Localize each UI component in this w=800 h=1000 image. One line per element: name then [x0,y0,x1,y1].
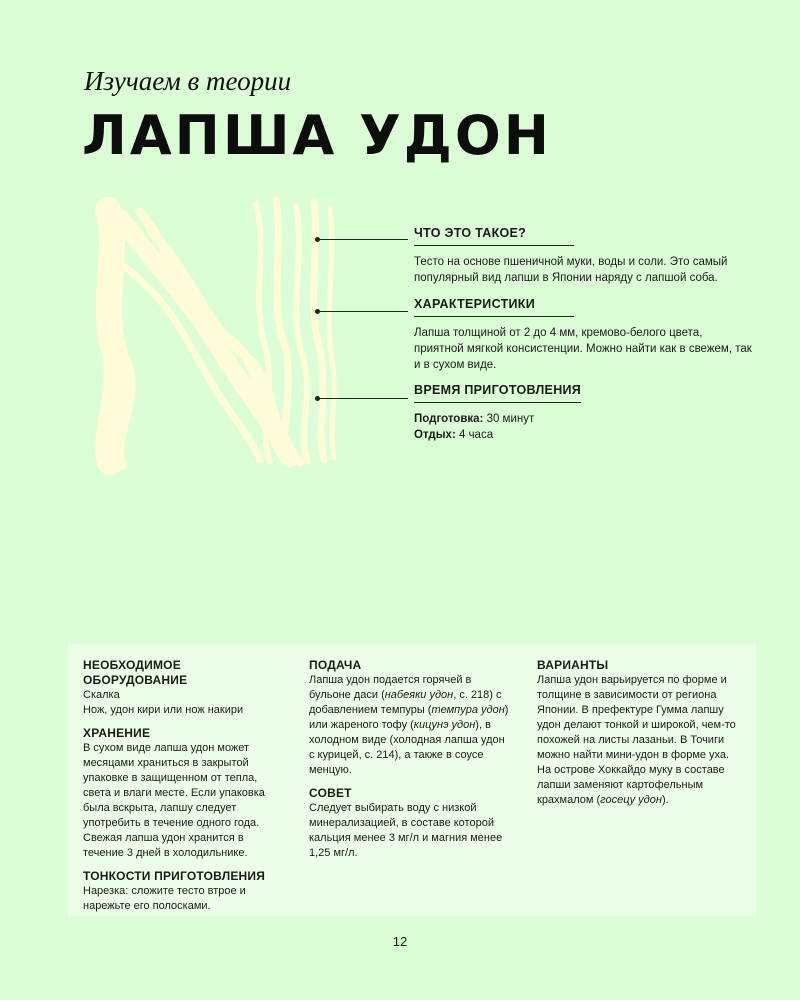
leader-dot-characteristics [315,309,320,314]
prep-time-label: Подготовка: [414,413,484,425]
page-title: ЛАПША УДОН [82,104,552,167]
variants-heading: ВАРИАНТЫ [537,658,609,672]
details-box [68,644,756,916]
info-characteristics-heading: ХАРАКТЕРИСТИКИ [414,297,574,317]
equipment-item: Нож, удон кири или нож накири [83,704,244,716]
storage-heading: ХРАНЕНИЕ [83,726,151,740]
rest-time-value: 4 часа [455,429,494,441]
page-number: 12 [392,934,408,949]
serving-text: Лапша удон подается горячей в бульоне даси (набеяки удон, с. 218) с добавлением темпуры (темпура удон) или жареного тофу (кицунэ удон), в холодном виде (холодная лапша удон с курицей, с. 214), а также в соусе менцую. [309,674,509,776]
page-subtitle: Изучаем в теории [84,66,292,96]
prep-time-value: 30 минут [483,413,535,425]
tips-text: Нарезка: сложите тесто втрое и нарежьте его полосками. [83,885,246,912]
info-what-text: Тесто на основе пшеничной муки, воды и соли. Это самый популярный вид лапши в Японии наряду с лапшой соба. [414,256,728,284]
advice-text: Следует выбирать воду с низкой минерализацией, в составе которой кальция менее 3 мг/л и магния менее 1,25 мг/л. [309,802,503,859]
storage-text: В сухом виде лапша удон может месяцами храниться в закрытой упаковке в защищенном от тепла, света и влаги месте. Если упаковка была вскрыта, лапшу следует употребить в течение одного года. Свежая лапша удон хранится в течение 3 дней в холодильнике. [83,742,265,859]
advice-heading: СОВЕТ [309,786,352,800]
serving-heading: ПОДАЧА [309,658,362,672]
column-middle [309,658,509,861]
equipment-heading: НЕОБХОДИМОЕ ОБОРУДОВАНИЕ [83,658,188,687]
info-time-heading: ВРЕМЯ ПРИГОТОВЛЕНИЯ [414,383,581,403]
info-time [414,381,754,443]
leader-line-characteristics [318,311,408,312]
info-what-heading: ЧТО ЭТО ТАКОЕ? [414,226,574,246]
noodle-letter-n-illustration [80,190,350,475]
info-characteristics [414,295,754,373]
column-right [537,658,739,808]
info-what [414,224,754,286]
rest-time-label: Отдых: [414,429,456,441]
tips-heading: ТОНКОСТИ ПРИГОТОВЛЕНИЯ [83,869,266,883]
prep-time [414,411,754,427]
variants-text: Лапша удон варьируется по форме и толщине в зависимости от региона Японии. В префектуре Гумма лапшу удон делают тонкой и широкой, чем-то похожей на листы лазаньи. В Точиги можно найти мини-удон в форме уха. На острове Хоккайдо муку в составе лапши заменяют картофельным крахмалом (госецу удон). [537,674,736,806]
rest-time [414,427,754,443]
equipment-item: Скалка [83,689,120,701]
leader-dot-what [315,237,320,242]
info-characteristics-text: Лапша толщиной от 2 до 4 мм, кремово-белого цвета, приятной мягкой консистенции. Можно найти как в свежем, так и в сухом виде. [414,327,752,371]
leader-line-time [318,398,408,399]
leader-line-what [318,239,408,240]
column-left [83,658,281,914]
leader-dot-time [315,396,320,401]
